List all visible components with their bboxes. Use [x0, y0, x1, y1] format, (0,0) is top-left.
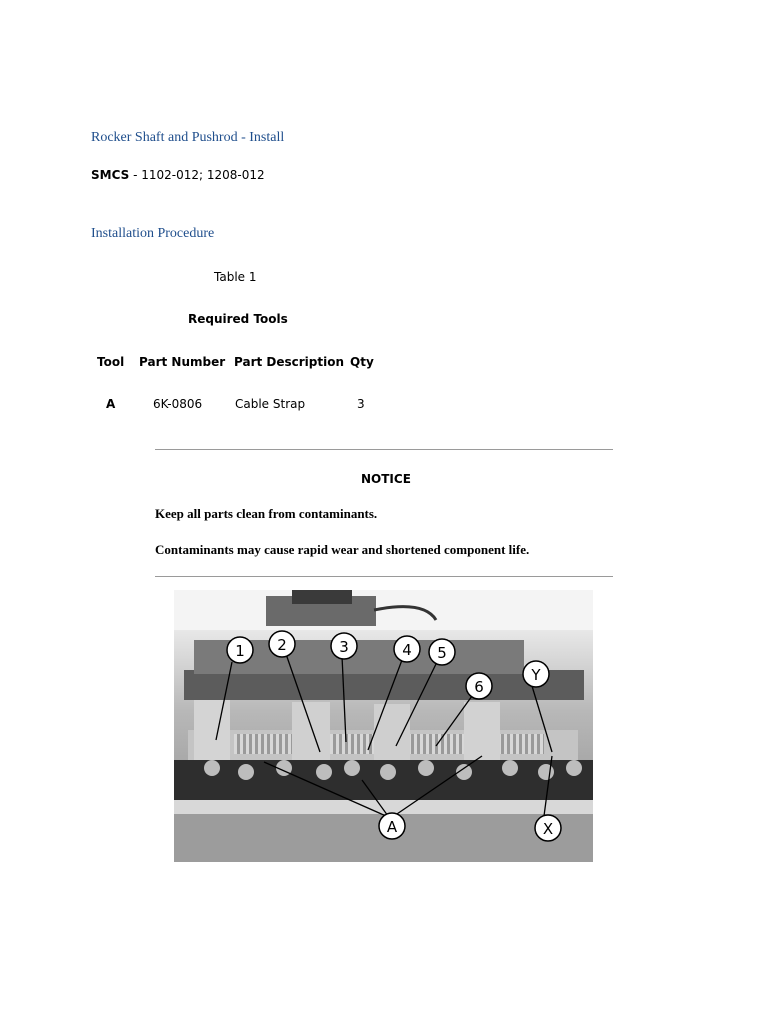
- callout-x: [535, 815, 561, 841]
- notice-line-2: Contaminants may cause rapid wear and shortened component life.: [155, 542, 530, 557]
- callout-1: [227, 637, 253, 663]
- callout-5: [429, 639, 455, 665]
- callout-4: [394, 636, 420, 662]
- table-header-part-description: Part Description: [234, 355, 345, 369]
- callout-2: [269, 631, 295, 657]
- svg-text:6: 6: [474, 678, 484, 696]
- svg-text:X: X: [542, 820, 554, 838]
- callout-3: [331, 633, 357, 659]
- svg-text:1: 1: [235, 642, 245, 660]
- engine-photo-illustration: [174, 590, 593, 862]
- table-title: Required Tools: [188, 312, 288, 326]
- smcs-value: - 1102-012; 1208-012: [129, 168, 265, 182]
- notice-line-1: Keep all parts clean from contaminants.: [155, 506, 378, 521]
- callout-a: [379, 813, 405, 839]
- svg-text:Y: Y: [531, 666, 541, 684]
- svg-text:4: 4: [402, 641, 412, 659]
- notice-top-rule: [155, 449, 613, 450]
- callout-6: [466, 673, 492, 699]
- smcs-line: [91, 168, 265, 182]
- smcs-label: SMCS: [91, 168, 130, 182]
- table-cell-part-number: 6K-0806: [153, 397, 203, 411]
- svg-text:5: 5: [437, 644, 447, 662]
- page-title: Rocker Shaft and Pushrod - Install: [91, 130, 285, 145]
- table-cell-part-description: Cable Strap: [235, 397, 306, 411]
- notice-heading: NOTICE: [361, 472, 411, 486]
- svg-text:A: A: [386, 818, 398, 836]
- table-header-qty: Qty: [350, 355, 374, 369]
- rocker-shaft-figure: [174, 590, 593, 862]
- table-header-tool: Tool: [97, 355, 125, 369]
- svg-text:3: 3: [339, 638, 349, 656]
- table-cell-qty: 3: [357, 397, 365, 411]
- callout-y: [523, 661, 549, 687]
- section-heading: Installation Procedure: [91, 226, 215, 241]
- table-cell-tool: A: [106, 397, 116, 411]
- notice-bottom-rule: [155, 576, 613, 577]
- svg-text:2: 2: [277, 636, 287, 654]
- table-header-part-number: Part Number: [139, 355, 226, 369]
- table-caption: Table 1: [214, 270, 257, 284]
